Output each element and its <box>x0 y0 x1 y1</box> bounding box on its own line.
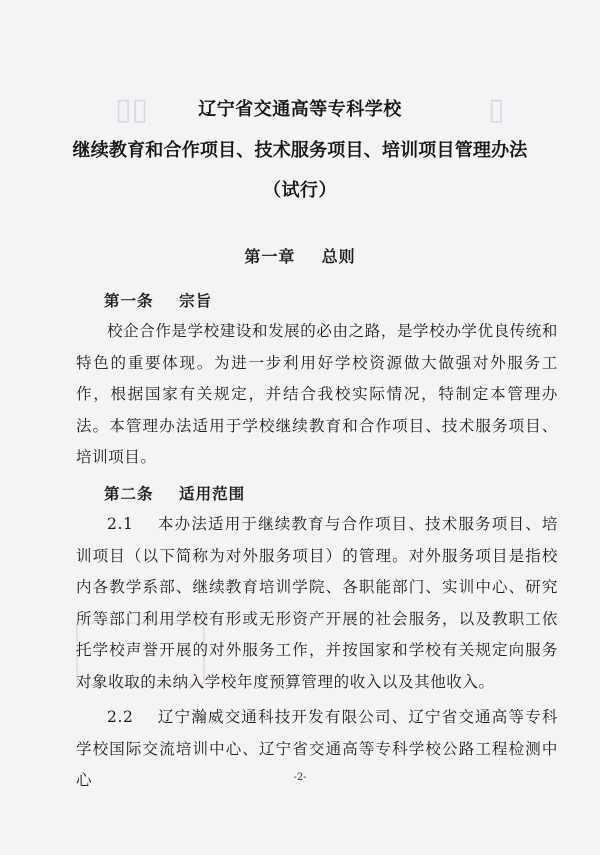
title-line-school: 辽宁省交通高等专科学校 <box>198 99 402 120</box>
chapter-heading: 第一章 总则 <box>244 247 356 266</box>
bleed-through-mark: ▯ <box>488 92 505 127</box>
article-2-paragraph-2-2: 2.2 辽宁瀚威交通科技开发有限公司、辽宁省交通高等专科学校国际交流培训中心、辽宁省交通高等专科学校公路工程检测中心 <box>76 708 558 789</box>
article-1-heading: 第一条 宗旨 <box>104 292 213 310</box>
article-2-paragraph-2-1: 2.1 本办法适用于继续教育与合作项目、技术服务项目、培训项目（以下简称为对外服务项目）的管理。对外服务项目是指校内各教学系部、继续教育培训学院、各职能部门、实训中心、研究所等部门利用学校有形或无形资产开展的社会服务，以及教职工依托学校声誉开展的对外服务工作，并按国家和学校有关规定向服务对象收取的未纳入学校年度预算管理的收入以及其他收入。 <box>76 515 558 691</box>
title-line-trial: （试行） <box>263 180 337 201</box>
bleed-through-mark: ▯▯ <box>115 92 149 127</box>
title-line-regulation: 继续教育和合作项目、技术服务项目、培训项目管理办法 <box>72 140 528 161</box>
page-number: -2- <box>293 772 307 783</box>
article-2-heading: 第二条 适用范围 <box>104 485 246 503</box>
article-1-paragraph: 校企合作是学校建设和发展的必由之路，是学校办学优良传统和特色的重要体现。为进一步利用好学校资源做大做强对外服务工作，根据国家有关规定，并结合我校实际情况，特制定本管理办法。本管理办法适用于学校继续教育和合作项目、技术服务项目、培训项目。 <box>76 322 558 466</box>
